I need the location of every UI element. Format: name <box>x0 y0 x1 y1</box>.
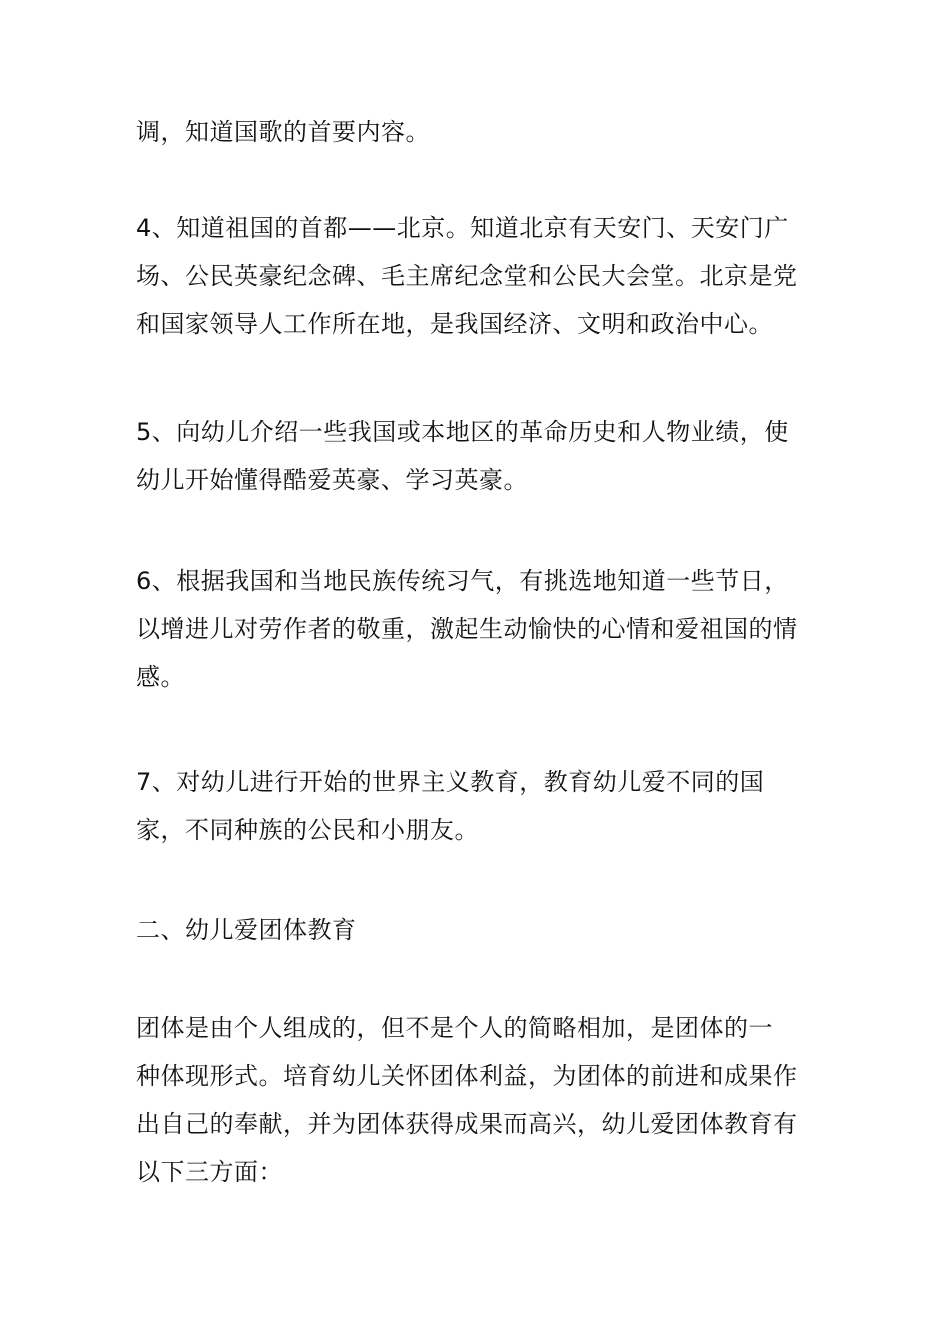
paragraph-item-4-capital <box>136 204 836 348</box>
text-line: 和国家领导人工作所在地，是我国经济、文明和政治中心。 <box>136 310 773 338</box>
paragraph-item-5-heroes <box>136 408 836 504</box>
text-line: 幼儿开始懂得酷爱英豪、学习英豪。 <box>136 466 528 494</box>
text-line: 出自己的奉献，并为团体获得成果而高兴，幼儿爱团体教育有 <box>136 1110 798 1138</box>
paragraph-item-6-festivals <box>136 557 836 701</box>
text-line: 4、知道祖国的首都——北京。知道北京有天安门、天安门广 <box>136 214 789 242</box>
paragraph-collective-definition <box>136 1004 836 1196</box>
paragraph-item-7-internationalism <box>136 758 836 854</box>
paragraph-anthem-continued <box>136 108 836 156</box>
text-line: 感。 <box>136 663 185 691</box>
text-line: 种体现形式。培育幼儿关怀团体利益，为团体的前进和成果作 <box>136 1062 798 1090</box>
text-line: 调，知道国歌的首要内容。 <box>136 118 430 146</box>
text-line: 场、公民英豪纪念碑、毛主席纪念堂和公民大会堂。北京是党 <box>136 262 798 290</box>
text-line: 团体是由个人组成的，但不是个人的简略相加，是团体的一 <box>136 1014 773 1042</box>
text-line: 以增进儿对劳作者的敬重，激起生动愉快的心情和爱祖国的情 <box>136 615 798 643</box>
text-line: 以下三方面： <box>136 1158 283 1186</box>
text-line: 6、根据我国和当地民族传统习气，有挑选地知道一些节日， <box>136 567 789 595</box>
section-heading-collective-education <box>136 906 836 954</box>
text-line: 家，不同种族的公民和小朋友。 <box>136 816 479 844</box>
text-line: 5、向幼儿介绍一些我国或本地区的革命历史和人物业绩，使 <box>136 418 789 446</box>
text-line: 二、幼儿爱团体教育 <box>136 916 357 944</box>
text-line: 7、对幼儿进行开始的世界主义教育，教育幼儿爱不同的国 <box>136 768 765 796</box>
